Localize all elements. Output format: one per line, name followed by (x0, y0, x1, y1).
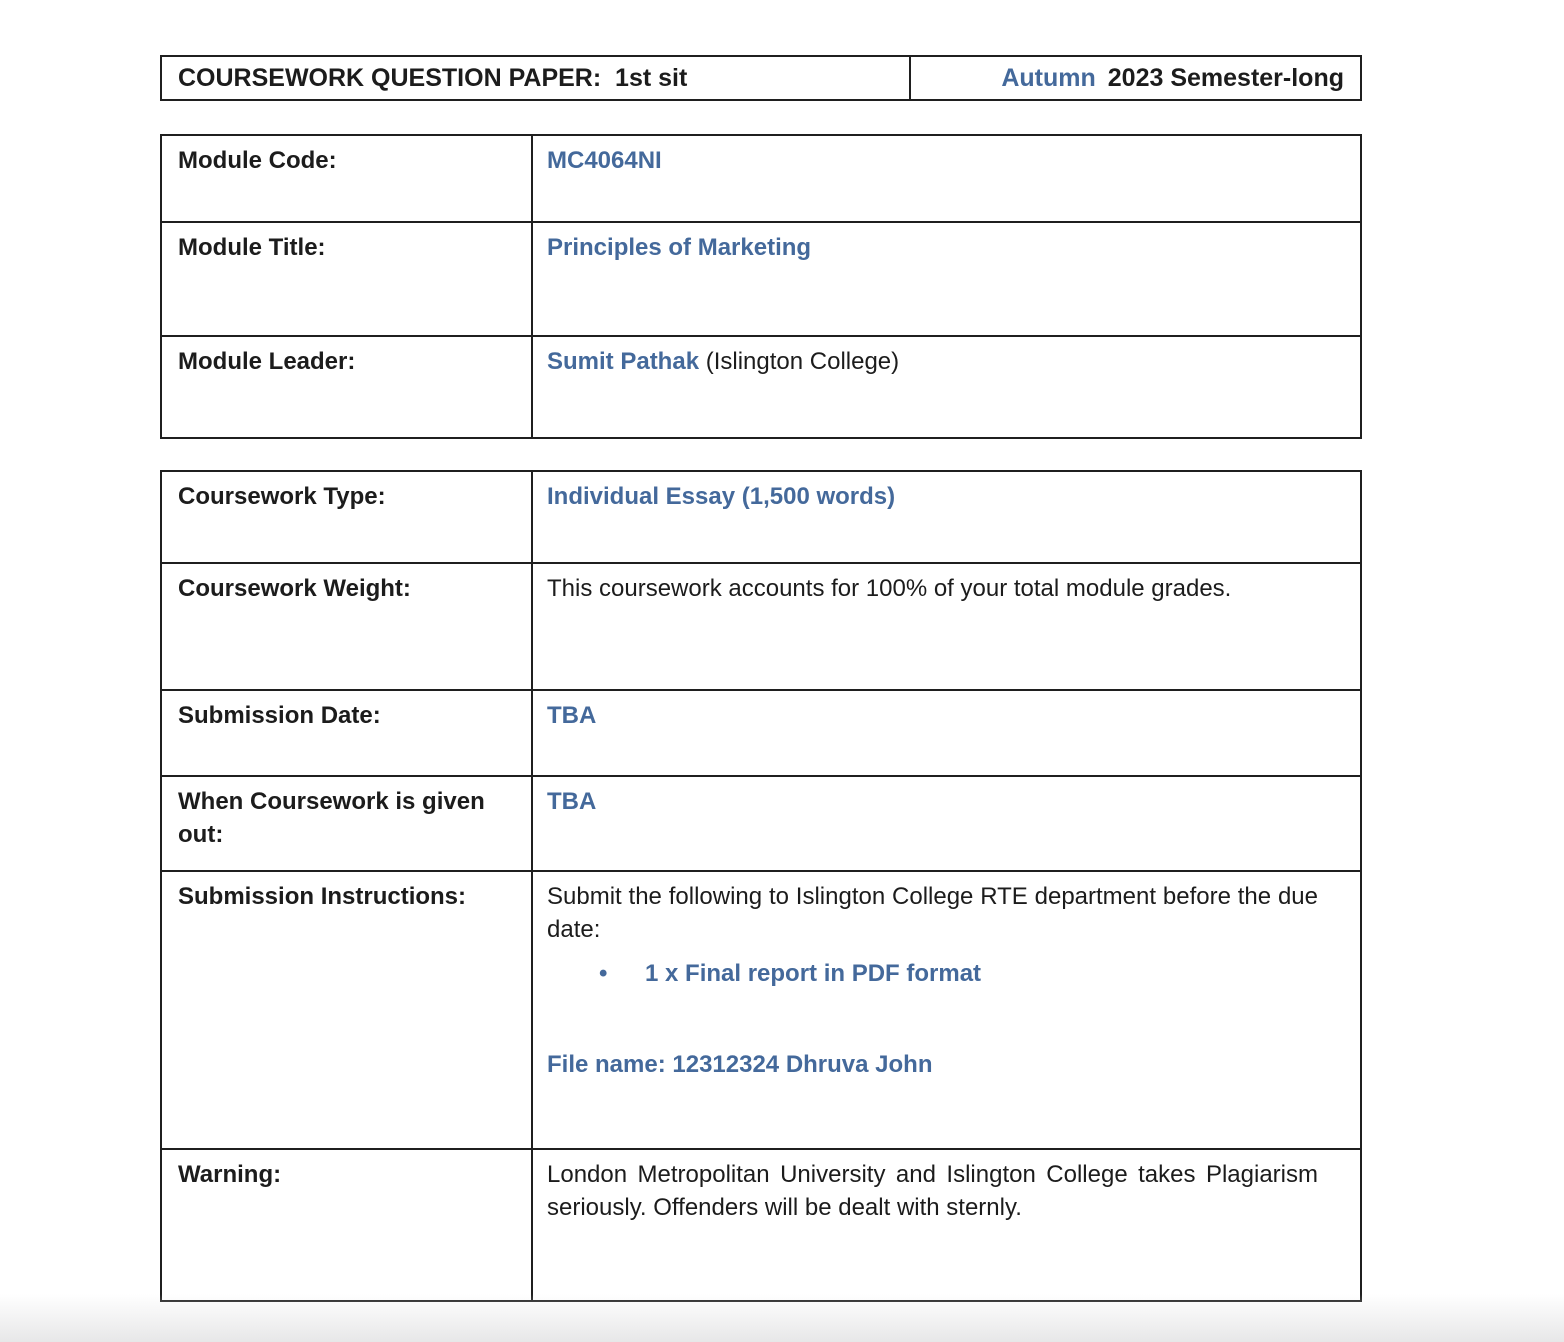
bullet-icon: • (599, 960, 608, 988)
module-leader-affiliation: (Islington College) (699, 348, 900, 375)
submission-date-value: TBA (547, 702, 597, 729)
coursework-type-label: Coursework Type: (162, 472, 533, 562)
file-name-line: File name: 12312324 Dhruva John (547, 1050, 933, 1078)
submission-instructions-label: Submission Instructions: (162, 872, 533, 1148)
module-code-value: MC4064NI (547, 147, 662, 174)
submission-instructions-row (162, 872, 1360, 1150)
warning-row (162, 1150, 1360, 1300)
term-label: Autumn (1001, 64, 1096, 92)
coursework-given-out-row (162, 777, 1360, 872)
coursework-weight-row (162, 564, 1360, 691)
module-leader-label: Module Leader: (162, 337, 533, 437)
warning-text: London Metropolitan University and Islington College takes Plagiarism seriously. Offenders will be dealt with sternly. (547, 1161, 1318, 1221)
module-leader-name: Sumit Pathak (547, 348, 700, 375)
term-cell (911, 57, 1360, 99)
module-code-label: Module Code: (162, 136, 533, 221)
module-title-value: Principles of Marketing (547, 234, 812, 261)
coursework-type-value: Individual Essay (1,500 words) (547, 483, 896, 510)
module-title-row (162, 223, 1360, 337)
coursework-given-out-value: TBA (547, 788, 597, 815)
submission-date-label: Submission Date: (162, 691, 533, 775)
coursework-weight-value: This coursework accounts for 100% of your total module grades. (547, 575, 1232, 602)
module-leader-value-cell (533, 337, 1360, 437)
coursework-given-out-label: When Coursework is given out: (162, 777, 533, 870)
submission-instructions-cell (533, 872, 1360, 1148)
coursework-type-row (162, 472, 1360, 564)
submission-bullet-text: 1 x Final report in PDF format (645, 960, 982, 988)
document-body (160, 55, 1362, 1302)
submission-bullet-item (547, 958, 1318, 991)
session-label: 2023 Semester-long (1107, 64, 1344, 92)
header-table (160, 55, 1362, 101)
warning-label: Warning: (162, 1150, 533, 1300)
paper-title: COURSEWORK QUESTION PAPER: 1st sit (162, 57, 911, 99)
header-row (162, 57, 1360, 99)
coursework-weight-label: Coursework Weight: (162, 564, 533, 689)
submission-instructions-intro: Submit the following to Islington College RTE department before the due date: (547, 883, 1318, 943)
submission-date-row (162, 691, 1360, 777)
module-code-row (162, 136, 1360, 223)
module-info-table (160, 134, 1362, 439)
module-title-label: Module Title: (162, 223, 533, 335)
coursework-table (160, 470, 1362, 1302)
module-leader-row (162, 337, 1360, 437)
